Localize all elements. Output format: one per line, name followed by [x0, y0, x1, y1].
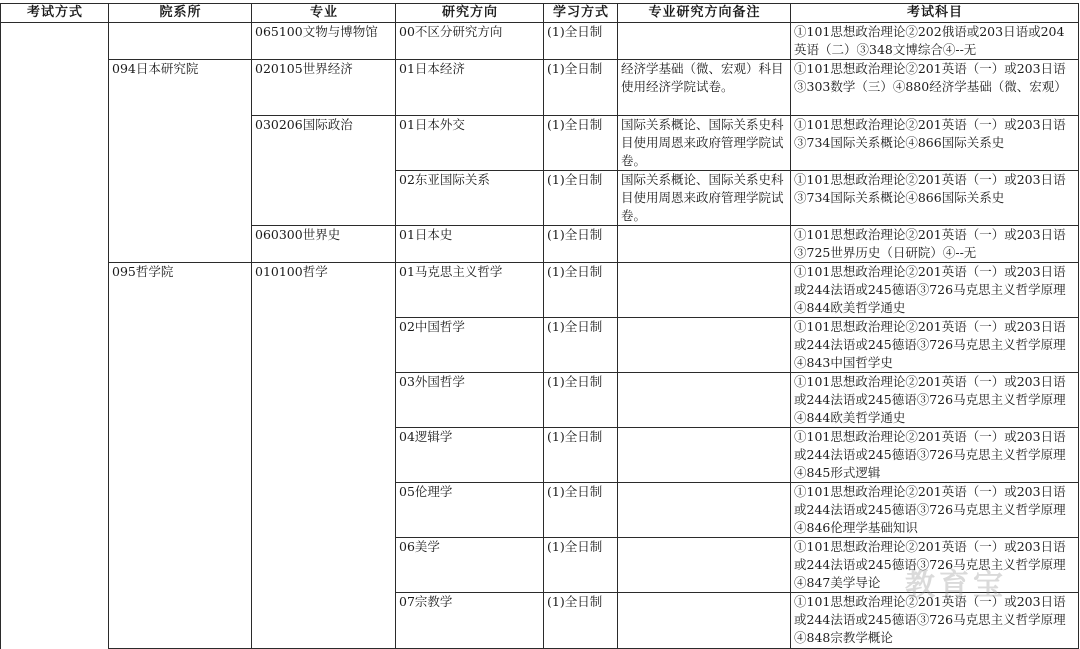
direction-cell: 07宗教学 [396, 593, 544, 649]
direction-cell: 06美学 [396, 538, 544, 593]
subjects-cell: ①101思想政治理论②201英语（一）或203日语或244法语或245德语③726马克思主义哲学原理④845形式逻辑 [791, 428, 1079, 483]
study-mode-cell: (1)全日制 [544, 263, 618, 318]
subjects-cell: ①101思想政治理论②201英语（一）或203日语或244法语或245德语③726马克思主义哲学原理④848宗教学概论 [791, 593, 1079, 649]
department-cell: 095哲学院 [109, 263, 252, 649]
major-cell: 030206国际政治 [252, 116, 396, 226]
subjects-cell: ①101思想政治理论②201英语（一）或203日语③303数学（三）④880经济学基础（微、宏观） [791, 60, 1079, 116]
direction-cell: 01马克思主义哲学 [396, 263, 544, 318]
major-cell: 060300世界史 [252, 226, 396, 263]
study-mode-cell: (1)全日制 [544, 23, 618, 60]
subjects-cell: ①101思想政治理论②201英语（一）或203日语或244法语或245德语③726马克思主义哲学原理④844欧美哲学通史 [791, 263, 1079, 318]
study-mode-cell: (1)全日制 [544, 171, 618, 226]
major-cell: 020105世界经济 [252, 60, 396, 116]
subjects-cell: ①101思想政治理论②201英语（一）或203日语③734国际关系概论④866国际关系史 [791, 116, 1079, 171]
remark-cell: 国际关系概论、国际关系史科目使用周恩来政府管理学院试卷。 [618, 171, 791, 226]
subjects-cell: ①101思想政治理论②201英语（一）或203日语或244法语或245德语③726马克思主义哲学原理④846伦理学基础知识 [791, 483, 1079, 538]
direction-cell: 00不区分研究方向 [396, 23, 544, 60]
table-row [1, 263, 1079, 318]
department-cell: 094日本研究院 [109, 60, 252, 263]
table-row [1, 23, 1079, 60]
header-study-mode: 学习方式 [544, 4, 618, 23]
remark-cell [618, 593, 791, 649]
major-cell: 065100文物与博物馆 [252, 23, 396, 60]
header-major: 专业 [252, 4, 396, 23]
remark-cell [618, 483, 791, 538]
header-department: 院系所 [109, 4, 252, 23]
subjects-cell: ①101思想政治理论②201英语（一）或203日语或244法语或245德语③726马克思主义哲学原理④844欧美哲学通史 [791, 373, 1079, 428]
remark-cell [618, 263, 791, 318]
remark-cell [618, 538, 791, 593]
direction-cell: 03外国哲学 [396, 373, 544, 428]
table-row [1, 60, 1079, 116]
subjects-cell: ①101思想政治理论②201英语（一）或203日语③725世界历史（日研院）④--无 [791, 226, 1079, 263]
study-mode-cell: (1)全日制 [544, 60, 618, 116]
direction-cell: 02东亚国际关系 [396, 171, 544, 226]
direction-cell: 02中国哲学 [396, 318, 544, 373]
subjects-cell: ①101思想政治理论②201英语（一）或203日语③734国际关系概论④866国际关系史 [791, 171, 1079, 226]
direction-cell: 01日本经济 [396, 60, 544, 116]
subjects-cell: ①101思想政治理论②201英语（一）或203日语或244法语或245德语③726马克思主义哲学原理④847美学导论 [791, 538, 1079, 593]
direction-cell: 04逻辑学 [396, 428, 544, 483]
direction-cell: 01日本史 [396, 226, 544, 263]
subjects-cell: ①101思想政治理论②201英语（一）或203日语或244法语或245德语③726马克思主义哲学原理④843中国哲学史 [791, 318, 1079, 373]
department-cell [109, 23, 252, 60]
major-cell: 010100哲学 [252, 263, 396, 649]
subjects-cell: ①101思想政治理论②202俄语或203日语或204英语（二）③348文博综合④--无 [791, 23, 1079, 60]
remark-cell: 经济学基础（微、宏观）科目使用经济学院试卷。 [618, 60, 791, 116]
header-exam-mode: 考试方式 [1, 4, 109, 23]
study-mode-cell: (1)全日制 [544, 538, 618, 593]
watermark-text: 教育宝 [905, 568, 1007, 603]
remark-cell: 国际关系概论、国际关系史科目使用周恩来政府管理学院试卷。 [618, 116, 791, 171]
study-mode-cell: (1)全日制 [544, 428, 618, 483]
study-mode-cell: (1)全日制 [544, 483, 618, 538]
header-subjects: 考试科目 [791, 4, 1079, 23]
exam-mode-cell [1, 23, 109, 649]
study-mode-cell: (1)全日制 [544, 373, 618, 428]
header-remarks: 专业研究方向备注 [618, 4, 791, 23]
remark-cell [618, 373, 791, 428]
study-mode-cell: (1)全日制 [544, 116, 618, 171]
remark-cell [618, 428, 791, 483]
direction-cell: 05伦理学 [396, 483, 544, 538]
header-direction: 研究方向 [396, 4, 544, 23]
exam-subjects-table [0, 3, 1079, 649]
remark-cell [618, 318, 791, 373]
direction-cell: 01日本外交 [396, 116, 544, 171]
study-mode-cell: (1)全日制 [544, 318, 618, 373]
study-mode-cell: (1)全日制 [544, 226, 618, 263]
study-mode-cell: (1)全日制 [544, 593, 618, 649]
remark-cell [618, 226, 791, 263]
table-header-row [1, 4, 1079, 23]
remark-cell [618, 23, 791, 60]
